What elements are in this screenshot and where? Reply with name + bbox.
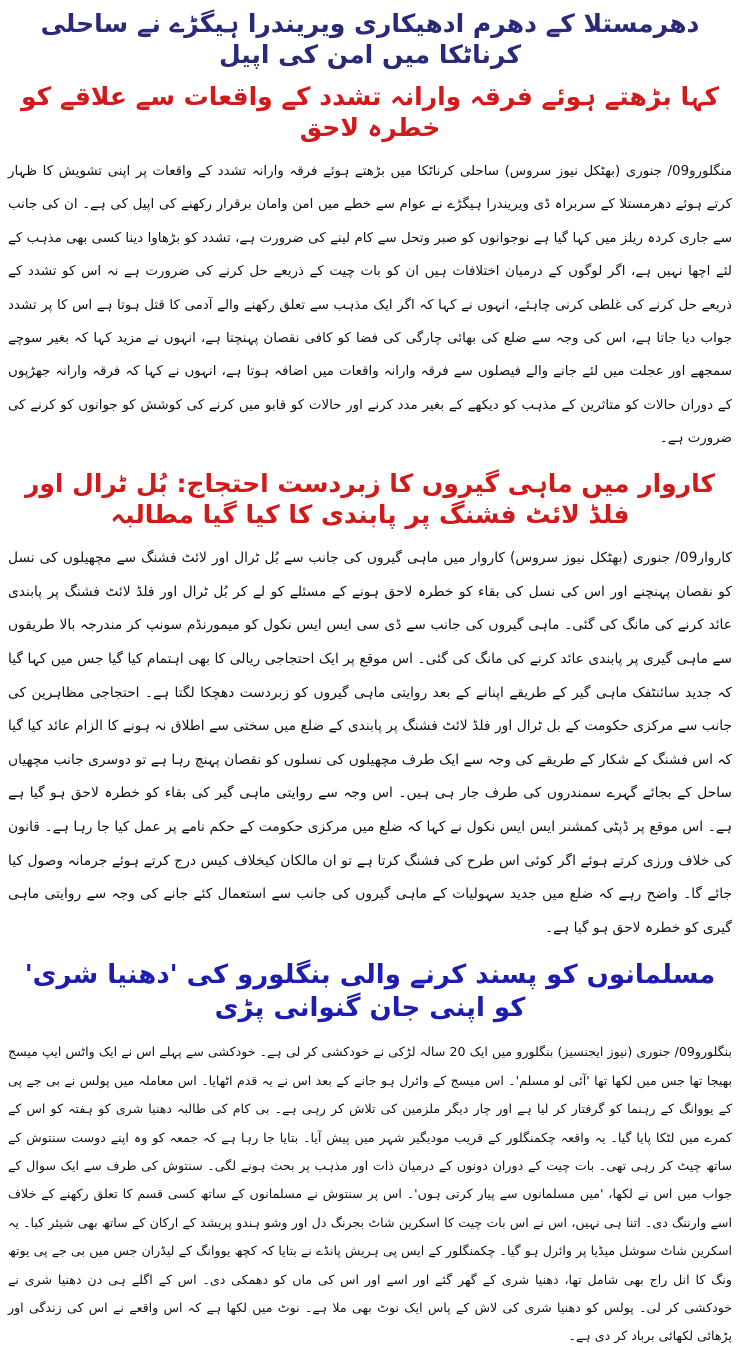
- article-1-body: منگلورو09/ جنوری (بھٹکل نیوز سروس) ساحلی کرناٹکا میں بڑھتے ہوئے فرقہ وارانہ تشدد کے واقعات پر اپنی تشویش کا ظہار کرتے ہوئے دھرمستلا کے سربراہ ڈی ویریندرا ہیگڑے نے عوام سے خطے میں امن وامان برقرار رکھنے کی اپیل کی ہے۔ ان کی جانب سے جاری کردہ ریلز میں کہا گیا ہے نوجوانوں کو صبر وتحل سے کام لینے کی ضرورت ہے، تشدد کو بڑھاوا دینا کسی بھی مذہب کے لئے اچھا نہیں ہے، اگر لوگوں کے درمیان اختلافات ہیں ان کو بات چیت کے ذریعے حل کرنے کی ضرورت ہے نہ اس کو تشدد کے ذریعے حل کرنے کی غلطی کرنی چاہئے، انہوں نے کہا کہ اگر ایک مذہب سے تعلق رکھنے والے آدمی کا قتل ہوتا ہے اس کا پر تشدد جواب دیا جاتا ہے، اس کی وجہ سے ضلع کی بھائی چارگی کی فضا کو کافی نقصان پہنچتا ہے، انہوں نے مزید کہا کہ بغیر سوچے سمجھے اور عجلت میں لئے جانے والے فیصلوں سے فرقہ وارانہ واقعات میں اضافہ ہوتا ہے، انہوں نے کہا کہ فرقہ وارانہ جھڑپوں کے دوران حالات کو متاثرین کے مذہب کو دیکھے کے بغیر مدد کرنے اور حالات کو قابو میں کرنے کی کوشش کو جوانوں کو کرنے کی ضرورت ہے۔: [8, 164, 732, 447]
- article-1-headline: دھرمستلا کے دھرم ادھیکاری ویریندرا ہیگڑے نے ساحلی کرناٹکا میں امن کی اپیل: [40, 9, 700, 70]
- article-3-headline: مسلمانوں کو پسند کرنے والی بنگلورو کی 'دھنیا شری' کو اپنی جان گنوانی پڑی: [24, 960, 716, 1023]
- article-2-headline: کاروار میں ماہی گیروں کا زبردست احتجاج: بُل ٹرال اور فلڈ لائٹ فشنگ پر پابندی کا کیا گیا مطالبہ: [24, 468, 716, 529]
- article-1-subheadline: کہا بڑھتے ہوئے فرقہ وارانہ تشدد کے واقعات سے علاقے کو خطرہ لاحق: [20, 81, 720, 142]
- article-3-body: بنگلورو09/ جنوری (نیوز ایجنسیز) بنگلورو میں ایک 20 سالہ لڑکی نے خودکشی کر لی ہے۔ خودکشی سے پہلے اس نے ایک واٹس ایپ میسج بھیجا تھا جس میں لکھا تھا 'آئی لو مسلم'۔ اس میسج کے وائرل ہو جانے کے بعد اس نے یہ قدم اٹھایا۔ اس معاملہ میں پولس نے بی جے پی کے یووانگ کے رہنما کو گرفتار کر لیا ہے اور چار دیگر ملزمین کی تلاش کر رہی ہے۔ بی کام کی طالبہ دھنیا شری کو ہفتہ کو اس کے کمرے میں لٹکا پایا گیا۔ یہ واقعہ چکمنگلور کے قریب مودیگیر شہر میں پیش آیا۔ بتایا جا رہا ہے کہ جمعہ کو وہ اپنے دوست سنتوش کے ساتھ چیٹ کر رہی تھی۔ بات چیت کے دوران دونوں کے درمیان ذات اور مذہب پر بحث ہونے لگی۔ سنتوش کی طرف سے ایک سوال کے جواب میں اس نے لکھا، 'میں مسلمانوں سے پیار کرتی ہوں'۔ اس پر سنتوش نے مسلمانوں کے ساتھ کسی قسم کا تعلق رکھنے کے خلاف اسے وارننگ دی۔ اتنا ہی نہیں، اس نے اس بات چیت کا اسکرین شاٹ بجرنگ دل اور وشو ہندو پریشد کے ارکان کے ساتھ بھی شیئر کیا۔ یہ اسکرین شاٹ سوشل میڈیا پر وائرل ہو گیا۔ چکمنگلور کے ایس پی ہریش پانڈے نے بتایا کہ کچھ یووانگ کے لیڈران جس میں بی جے پی یوتھ ونگ کا انل راج بھی شامل تھا، دھنیا شری کے گھر گئے اور اسے اور اس کی ماں کو دھمکی دی۔ اس کے اگلے ہی دن دھنیا شری نے خودکشی کر لی۔ پولس کو دھنیا شری کی لاش کے پاس ایک نوٹ بھی ملا ہے۔ نوٹ میں لکھا ہے کہ اس واقعے نے اس کی زندگی اور پڑھائی لکھائی برباد کر دی ہے۔: [8, 1044, 732, 1344]
- article-2-body: کاروار09/ جنوری (بھٹکل نیوز سروس) کاروار میں ماہی گیروں کی جانب سے بُل ٹرال اور لائٹ فشنگ سے مچھیلوں کی نسل کو نقصان پہنچنے اور اس کی نسل کی بقاء کو خطرہ لاحق ہونے کے مسئلے کو لے کر بُل ٹرال اور فلڈ لائٹ فشنگ پر پابندی عائد کرنے کی مانگ کی گئی۔ ماہی گیروں کی جانب سے ڈی سی ایس ایس نکول کو میمورنڈم سونپ کر مندرجہ بالا طریقوں سے ماہی گیری پر پابندی عائد کرنے کی مانگ کی گئی۔ اس موقع پر ایک احتجاجی ریالی کا بھی اہتمام کیا گیا جس میں کہا گیا کہ جدید سائنٹفک ماہی گیر کے طریقے اپنانے کے بعد روایتی ماہی گیروں کو زبردست دھچکا لگتا ہے۔ احتجاجی مظاہرین کی جانب سے مرکزی حکومت کے بل ٹرال اور فلڈ لائٹ فشنگ پر پابندی کے ضلع میں سختی سے اطلاق نہ ہونے کا الزام عائد کیا گیا کہ اس فشنگ کے شکار کے طریقے کی وجہ سے ایک طرف مچھیلوں کی نسلوں کو نقصان پہنچ رہا ہے تو دوسری جانب مچھیاں ساحل کے بجائے گہرے سمندروں کی طرف جار ہی ہیں۔ اس وجہ سے روایتی ماہی گیر کی بقاء کو خطرہ لاحق ہو گیا ہے ہے۔ اس موقع پر ڈپٹی کمشنر ایس ایس نکول نے کہا کہ ضلع میں مرکزی حکومت کے حکم نامے پر عمل کیا جا رہا ہے۔ قانون کی خلاف ورزی کرتے ہوئے اگر کوئی اس طرح کی فشنگ کرتا ہے تو ان مالکان کیخلاف کیس درج کرتے ہوئے جرمانہ وصول کیا جائے گا۔ واضح رہے کہ ضلع میں جدید سہولیات کے ماہی گیروں کی جانب سے استعمال کئے جانے کی وجہ سے روایتی ماہی گیری کو خطرہ لاحق ہو گیا ہے۔: [8, 550, 732, 936]
